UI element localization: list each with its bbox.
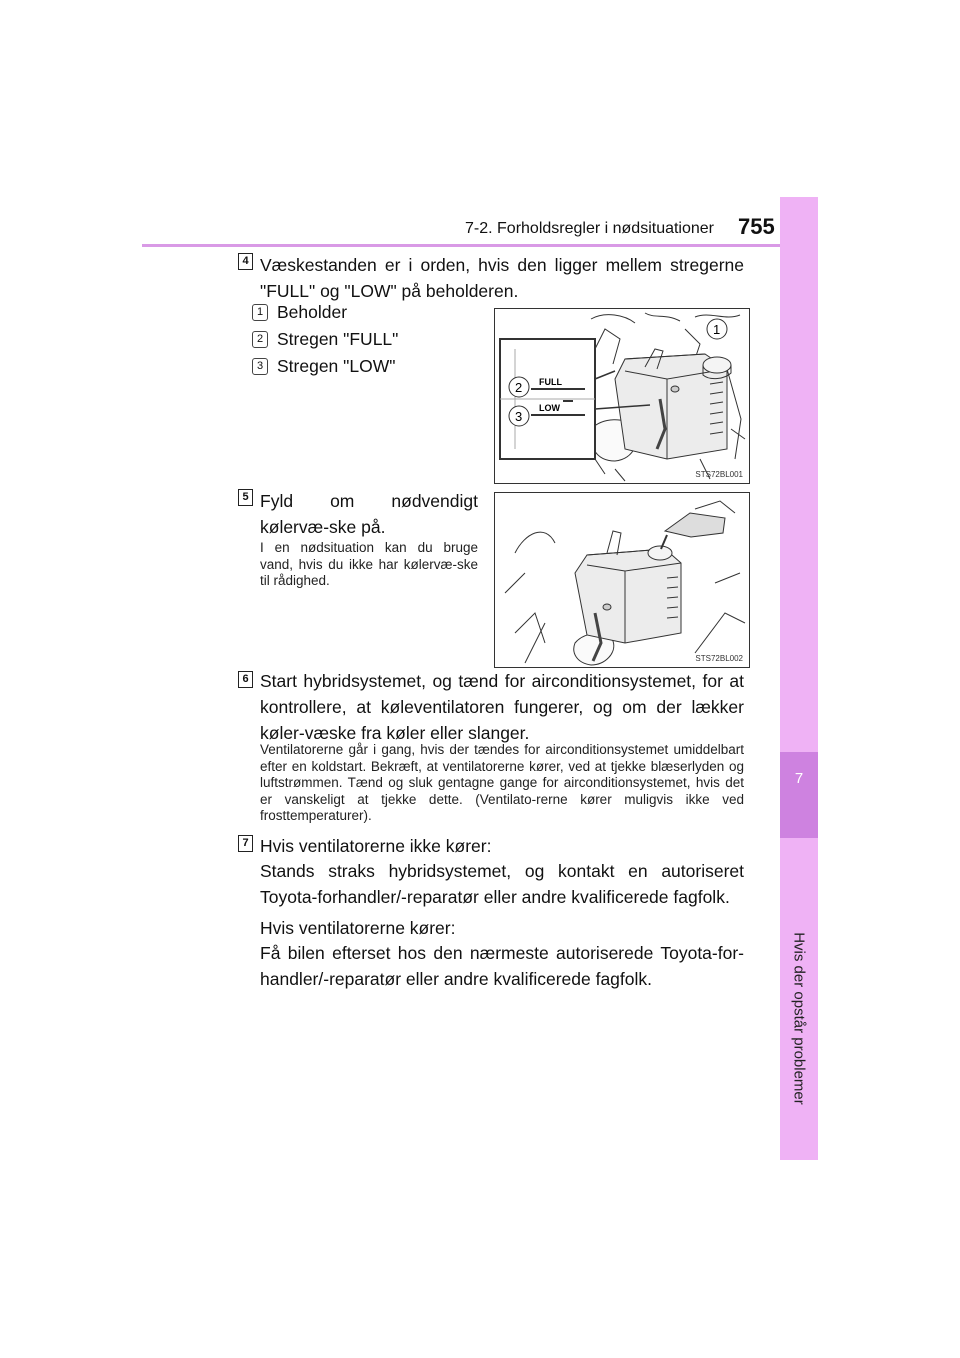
step-text: Hvis ventilatorerne ikke kører: [260, 836, 492, 856]
step-number-box: 5 [238, 489, 253, 506]
chapter-number: 7 [794, 770, 804, 787]
page-number: 755 [738, 214, 775, 239]
figure-callout-number: 3 [515, 409, 523, 424]
callout-label: Stregen "LOW" [277, 356, 396, 376]
step-number-box: 7 [238, 835, 253, 852]
figure-code: STS72BL001 [695, 470, 743, 479]
section-title: 7-2. Forholdsregler i nødsituationer [465, 220, 715, 237]
coolant-reservoir-illustration [494, 308, 750, 484]
callout-label: Stregen "FULL" [277, 329, 399, 349]
step-text: Stands straks hybridsystemet, og kontakt en autoriseret Toyota-forhandler/-reparatør eller andre kvalificerede fagfolk. [260, 861, 744, 907]
step-note: Ventilatorerne går i gang, hvis der tændes for airconditionsystemet umiddelbart efter en koldstart. Bekræft, at ventilatorerne kører, ved at tjekke blæserlyden og luftstrømmen. Tænd og sluk gentagne gange for airconditionsystemet, hvis det er vanskeligt at tjekke dette. (Ventilato-rerne kører muligvis ikke ved frosttemperaturer). [260, 742, 744, 823]
callout-number: 1 [252, 304, 268, 321]
callout-number: 3 [252, 358, 268, 375]
figure-callout-number: 2 [515, 380, 523, 395]
callout-number: 2 [252, 331, 268, 348]
figure-callout-number: 1 [713, 322, 721, 337]
reservoir-drawing [495, 309, 749, 483]
refill-coolant-illustration [494, 492, 750, 668]
step-text: Hvis ventilatorerne kører: [260, 918, 456, 938]
step-text: Få bilen efterset hos den nærmeste autoriserede Toyota-for-handler/-reparatør eller andre kvalificerede fagfolk. [260, 943, 744, 989]
step-text: Fyld om nødvendigt kølervæ-ske på. [260, 491, 478, 537]
full-mark-label: FULL [539, 377, 562, 387]
step-number-box: 6 [238, 671, 253, 688]
step-number-box: 4 [238, 253, 253, 270]
chapter-title: Hvis der opstår problemer [790, 932, 808, 1105]
figure-code: STS72BL002 [695, 654, 743, 663]
callout-label: Beholder [277, 302, 348, 322]
low-mark-label: LOW [539, 403, 560, 413]
step-note: I en nødsituation kan du bruge vand, hvis du ikke har kølervæ-ske til rådighed. [260, 540, 478, 588]
header-divider [142, 244, 818, 247]
step-text: Start hybridsystemet, og tænd for airconditionsystemet, for at kontrollere, at køleventilatoren fungerer, og om der lækker køler-væske fra køler eller slanger. [260, 671, 744, 743]
chapter-tab-marker [780, 752, 818, 838]
refill-drawing [495, 493, 749, 667]
step-text: Væskestanden er i orden, hvis den ligger mellem stregerne "FULL" og "LOW" på beholderen. [260, 255, 744, 301]
